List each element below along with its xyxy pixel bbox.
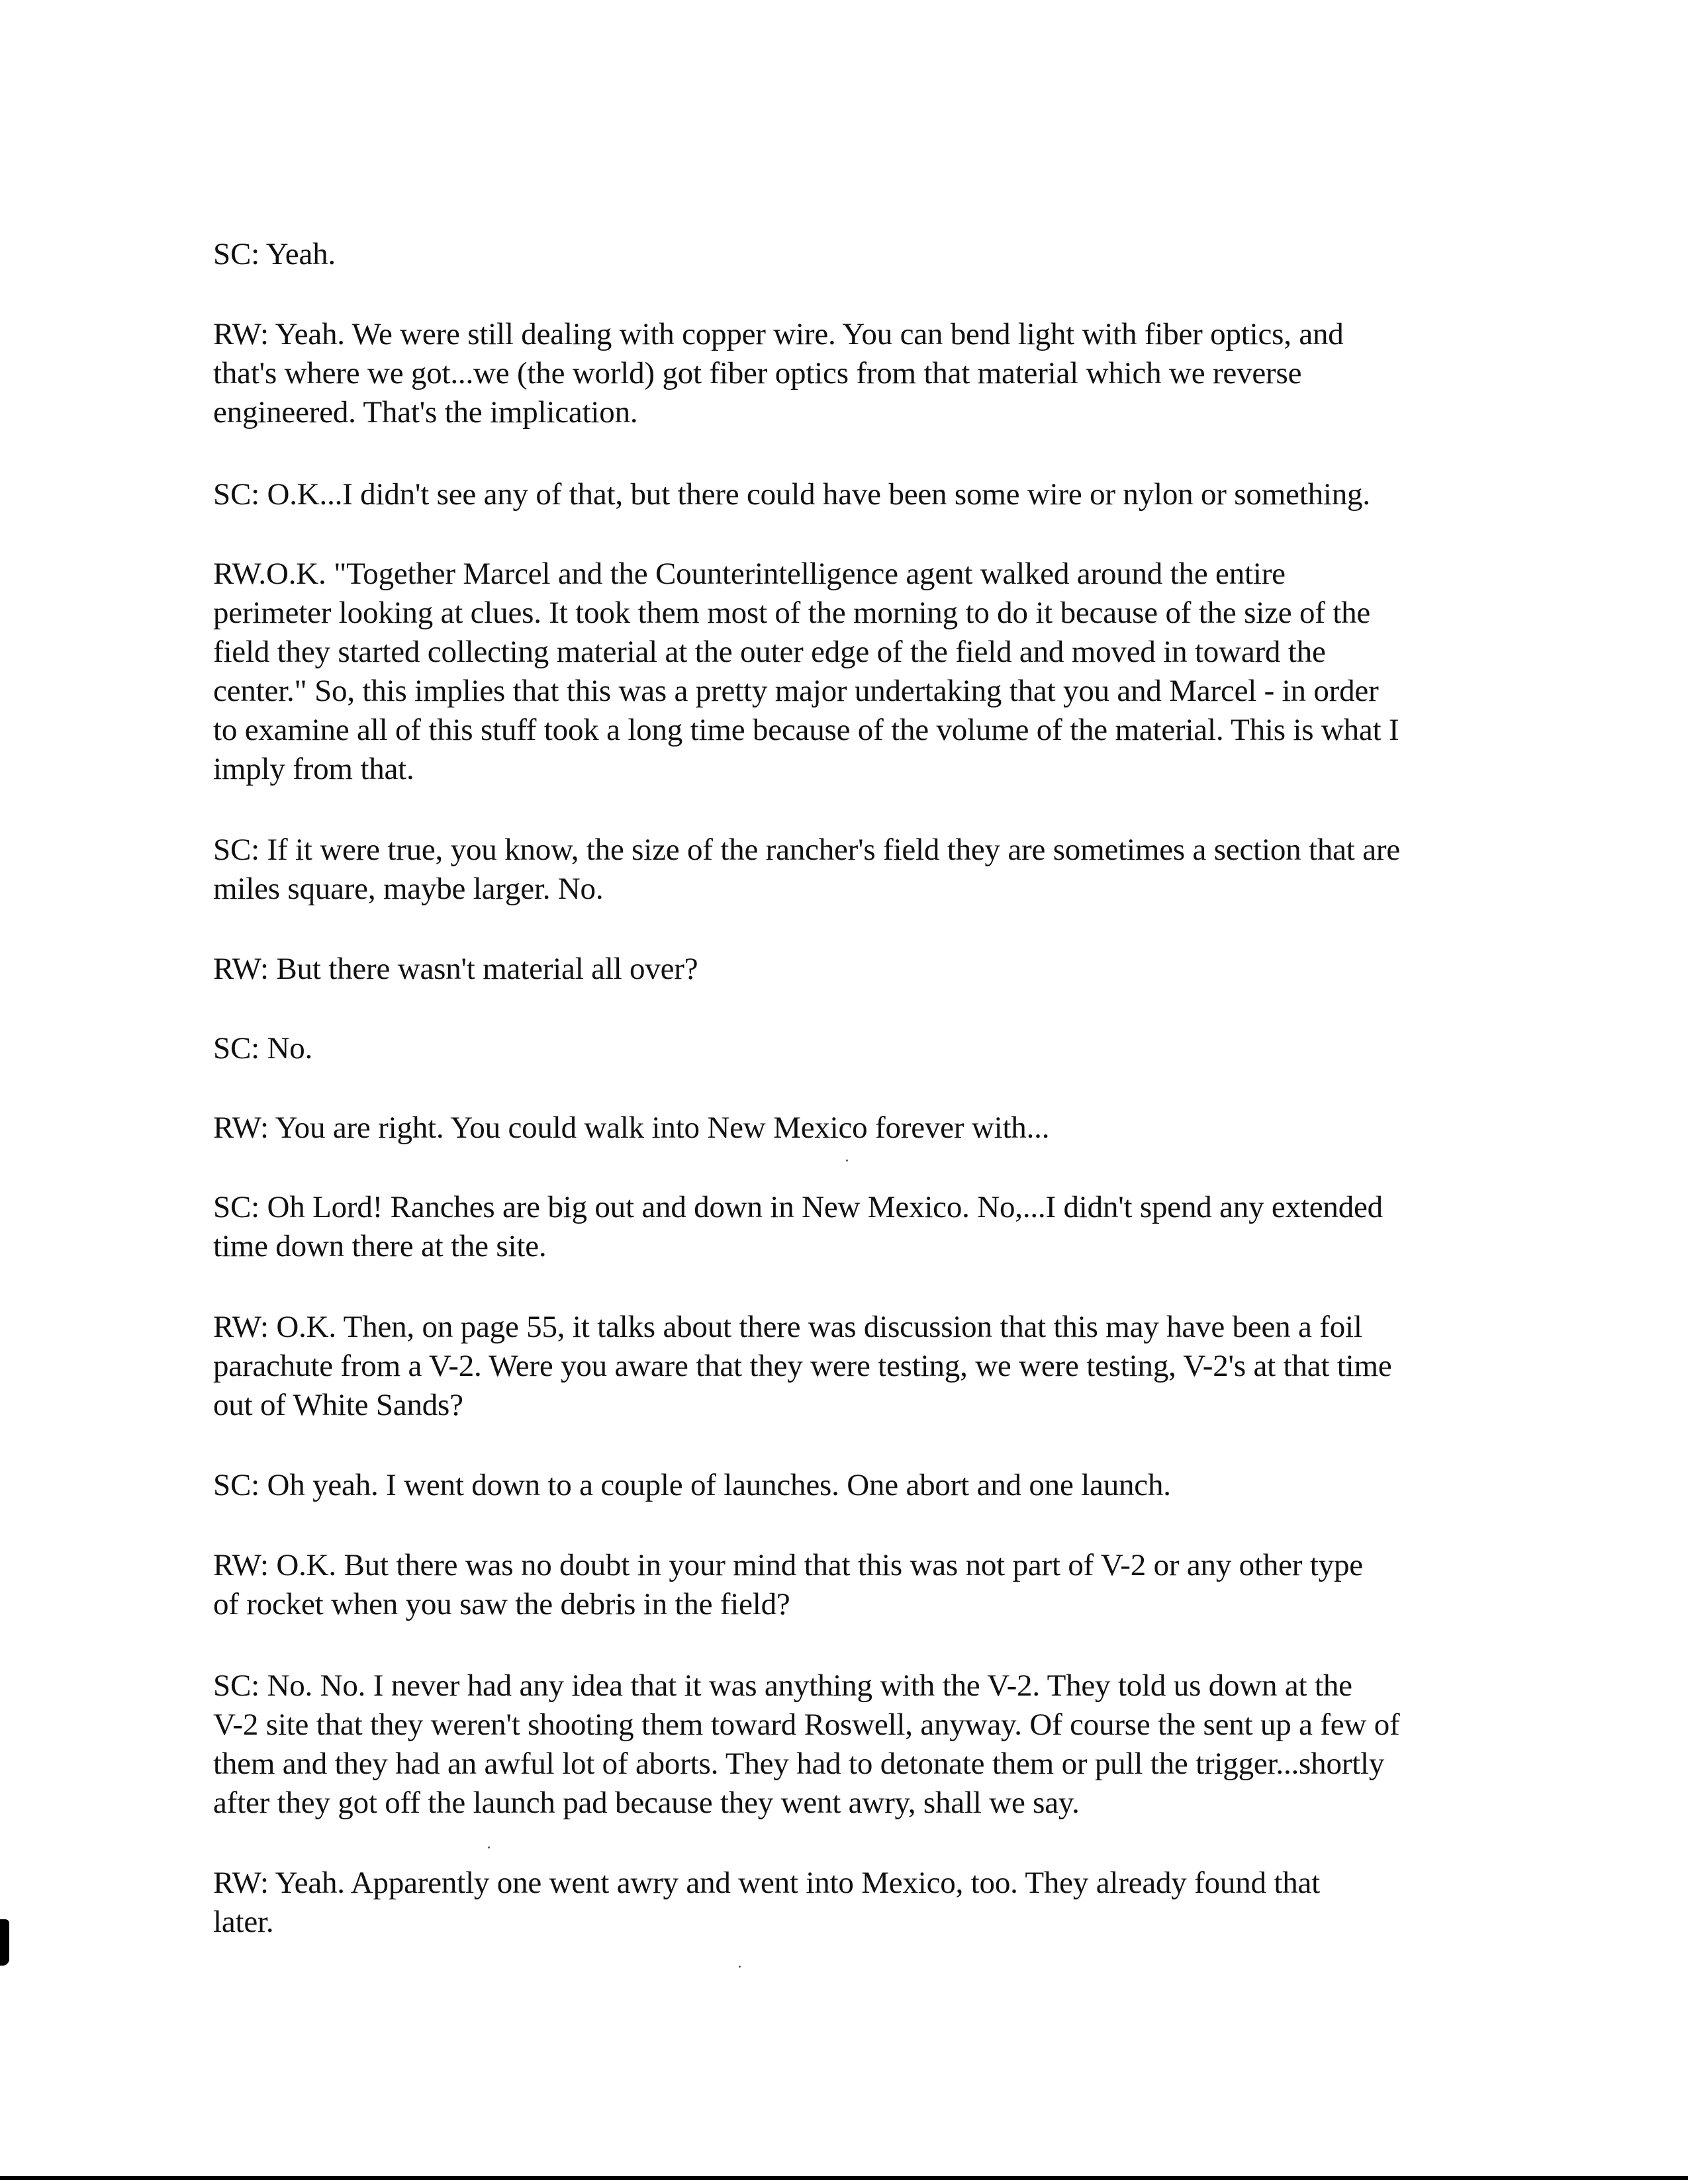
paragraph-sc-rancher-field: SC: If it were true, you know, the size of the rancher's field they are sometimes a section that are miles square, maybe larger. No. <box>213 833 1400 906</box>
paragraph-sc-yeah: SC: Yeah. <box>213 237 336 271</box>
paragraph-rw-new-mexico: RW: You are right. You could walk into New Mexico forever with... <box>213 1111 1050 1145</box>
paragraph-sc-launches: SC: Oh yeah. I went down to a couple of launches. One abort and one launch. <box>213 1468 1171 1502</box>
paragraph-rw-material-all-over: RW: But there wasn't material all over? <box>213 952 698 986</box>
paragraph-rw-mexico: RW: Yeah. Apparently one went awry and went into Mexico, too. They already found that later. <box>213 1866 1321 1939</box>
paragraph-sc-v2-site: SC: No. No. I never had any idea that it was anything with the V-2. They told us down at the V-2 site that they weren't shooting them toward Roswell, anyway. Of course the sent up a few of them and they had an awful lot of aborts. They had to detonate them or pull the trigger...shortly after they got off the launch pad because they went awry, shall we say. <box>213 1668 1400 1820</box>
paragraph-rw-v2-parachute: RW: O.K. Then, on page 55, it talks about there was discussion that this may have been a foil parachute from a V-2. Were you aware that they were testing, we were testing, V-2's at that time out of White Sands? <box>213 1310 1392 1422</box>
paragraph-sc-ranches: SC: Oh Lord! Ranches are big out and down in New Mexico. No,...I didn't spend any extended time down there at the site. <box>213 1190 1383 1263</box>
scan-speck <box>488 1846 490 1848</box>
paragraph-rw-copper-wire: RW: Yeah. We were still dealing with copper wire. You can bend light with fiber optics, and that's where we got...we (the world) got fiber optics from that material which we reverse engineered. That's the implication. <box>213 317 1344 430</box>
scan-bottom-edge <box>0 2176 1688 2180</box>
scan-speck <box>846 1160 848 1161</box>
scan-speck <box>739 1966 741 1968</box>
paragraph-sc-no-wire: SC: O.K...I didn't see any of that, but there could have been some wire or nylon or something. <box>213 477 1370 512</box>
paragraph-sc-no: SC: No. <box>213 1031 313 1066</box>
scan-artifact-mark <box>0 1919 9 1966</box>
paragraph-rw-marcel-field: RW.O.K. "Together Marcel and the Counterintelligence agent walked around the entire perimeter looking at clues. It took them most of the morning to do it because of the size of the field they started collecting material at the outer edge of the field and moved in toward the center." So, this implies that this was a pretty major undertaking that you and Marcel - in order to examine all of this stuff took a long time because of the volume of the material. This is what I imply from that. <box>213 557 1399 786</box>
paragraph-rw-rocket-debris: RW: O.K. But there was no doubt in your mind that this was not part of V-2 or any other type of rocket when you saw the debris in the field? <box>213 1548 1363 1621</box>
